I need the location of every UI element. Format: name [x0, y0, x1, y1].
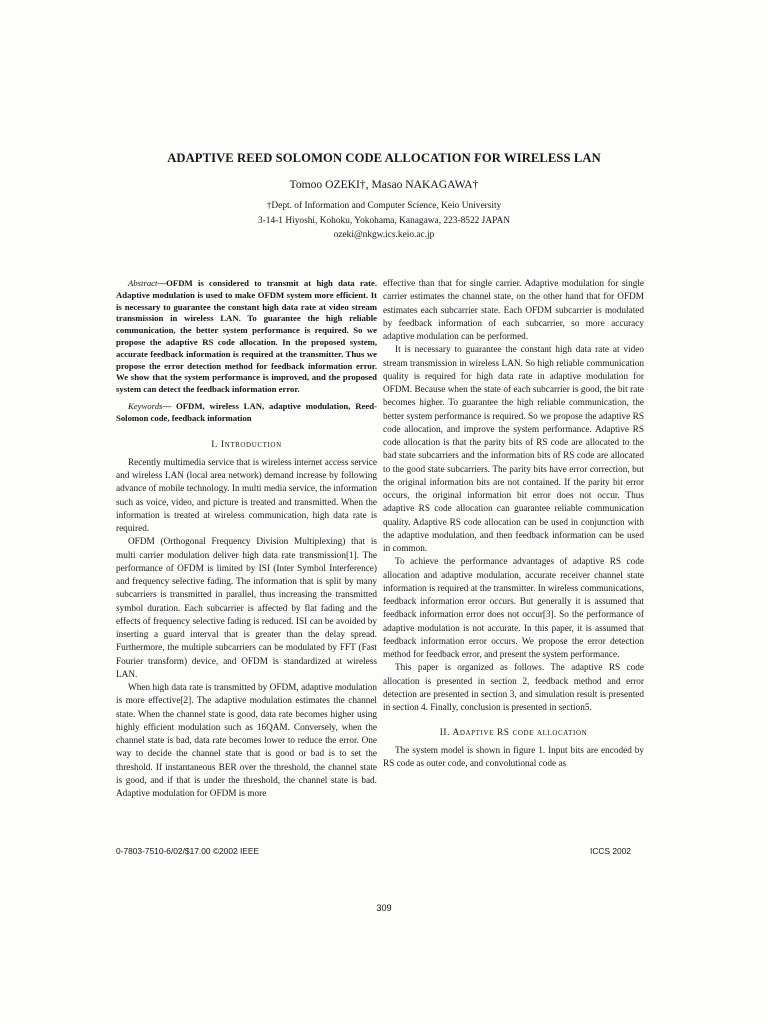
- paragraph: OFDM (Orthogonal Frequency Division Multiplexing) that is multi carrier modulation deliver high data rate transmission[1]. The performance of OFDM is limited by ISI (Inter Symbol Interference) and frequency selective fading. The information that is split by many subcarriers is transmitted in parallel, thus increasing the transmitted symbol duration. Each subcarrier is affected by flat fading and the effects of frequency selective fading is reduced. ISI can be avoided by inserting a guard interval that is greater than the delay spread. Furthermore, the multiple subcarriers can be modulated by FFT (Fast Fourier transform) device, and OFDM is standardized at wireless LAN.: [116, 537, 377, 680]
- copyright-footer: 0-7803-7510-6/02/$17.00 ©2002 IEEE: [116, 846, 260, 856]
- section-heading-adaptive-rs: II. Adaptive RS code allocation: [439, 728, 588, 739]
- paragraph: This paper is organized as follows. The adaptive RS code allocation is presented in section 2, feedback method and error detection are presented in section 3, and simulation result is presented in section 4. Finally, conclusion is presented in section5.: [383, 663, 644, 713]
- affiliation-block: [60, 199, 708, 243]
- paragraph: The system model is shown in figure 1. Input bits are encoded by RS code as outer code, and convolutional code as: [383, 745, 644, 769]
- author-list: Tomoo OZEKI†, Masao NAKAGAWA†: [289, 178, 479, 191]
- address-line: 3-14-1 Hiyoshi, Kohoku, Yokohama, Kanagawa, 223-8522 JAPAN: [258, 215, 510, 226]
- email-line: ozeki@nkgw.ics.keio.ac.jp: [333, 230, 435, 240]
- page-number: 309: [376, 903, 392, 913]
- conference-footer: ICCS 2002: [590, 846, 631, 856]
- abstract-text: —OFDM is considered to transmit at high data rate. Adaptive modulation is used to make OFDM system more efficient. It is necessary to guarantee the constant high data rate at video stream transmission in wireless LAN. To guarantee the high reliable communication, the better system performance is required. So we propose the adaptive RS code allocation. In the proposed system, accurate feedback information is required at the transmitter. Thus we propose the error detection method for feedback information error. We show that the system performance is improved, and the proposed system can detect the feedback information error.: [116, 278, 377, 395]
- paragraph: It is necessary to guarantee the constant high data rate at video stream transmission in wireless LAN. So high reliable communication quality is required for high data rate in adaptive modulation for OFDM. Because when the state of each subcarrier is good, the bit rate becomes higher. To guarantee the high reliable communication, the better system performance is required. So we propose the adaptive RS code allocation, and improve the system performance. Adaptive RS code allocation is that the parity bits of RS code are allocated to the bad state subcarriers and the information bits of RS code are allocated to the good state subcarriers. The parity bits have error correction, but the original information bits are not contained. If the parity bit error occurs, the original information bit error does not occur. Thus adaptive RS code allocation can guarantee reliable communication quality. Adaptive RS code allocation can be used in conjunction with the adaptive modulation, and then feedback information can be used in common.: [383, 345, 644, 554]
- paragraph: When high data rate is transmitted by OFDM, adaptive modulation is more effective[2]. The adaptive modulation estimates the channel state. When the channel state is good, data rate becomes higher using highly efficient modulation such as 16QAM. Conversely, when the channel state is bad, data rate becomes lower to reduce the error. One way to decide the channel state that is good or bad is to set the threshold. If instantaneous BER over the threshold, the channel state is good, and if that is under the threshold, the channel state is bad. Adaptive modulation for OFDM is more: [116, 683, 377, 800]
- keywords: [116, 401, 377, 425]
- paragraph: To achieve the performance advantages of adaptive RS code allocation and adaptive modulation, accurate receiver channel state information is required at the transmitter. In wireless communications, feedback information error occurs. But generally it is assumed that feedback information error does not occur[3]. So the performance of adaptive modulation is not accurate. In this paper, it is assumed that feedback information error occurs. We propose the error detection method for feedback error, and present the system performance.: [383, 557, 644, 660]
- abstract: [116, 278, 377, 396]
- keywords-label: Keywords: [128, 400, 163, 411]
- keywords-text: — OFDM, wireless LAN, adaptive modulation, Reed-Solomon code, feedback information: [116, 400, 377, 423]
- paragraph: Recently multimedia service that is wireless internet access service and wireless LAN (local area network) demand increase by following advance of mobile technology. In multi media service, the information such as voice, video, and picture is treated and transmitted. When the information is treated at wireless communication, high data rate is required.: [116, 457, 377, 535]
- paragraph: effective than that for single carrier. Adaptive modulation for single carrier estimates the channel state, on the other hand that for OFDM estimates each subcarrier state. Each OFDM subcarrier is modulated by feedback information of each subcarrier, so more accuracy adaptive modulation can be performed.: [383, 279, 644, 342]
- affiliation-line: †Dept. of Information and Computer Science, Keio University: [266, 201, 502, 211]
- right-column: [383, 278, 644, 771]
- section-heading-introduction: I. Introduction: [211, 439, 282, 450]
- paper-title: ADAPTIVE REED SOLOMON CODE ALLOCATION FOR WIRELESS LAN: [167, 151, 601, 165]
- left-column: [116, 278, 377, 801]
- abstract-label: Abstract: [128, 278, 158, 288]
